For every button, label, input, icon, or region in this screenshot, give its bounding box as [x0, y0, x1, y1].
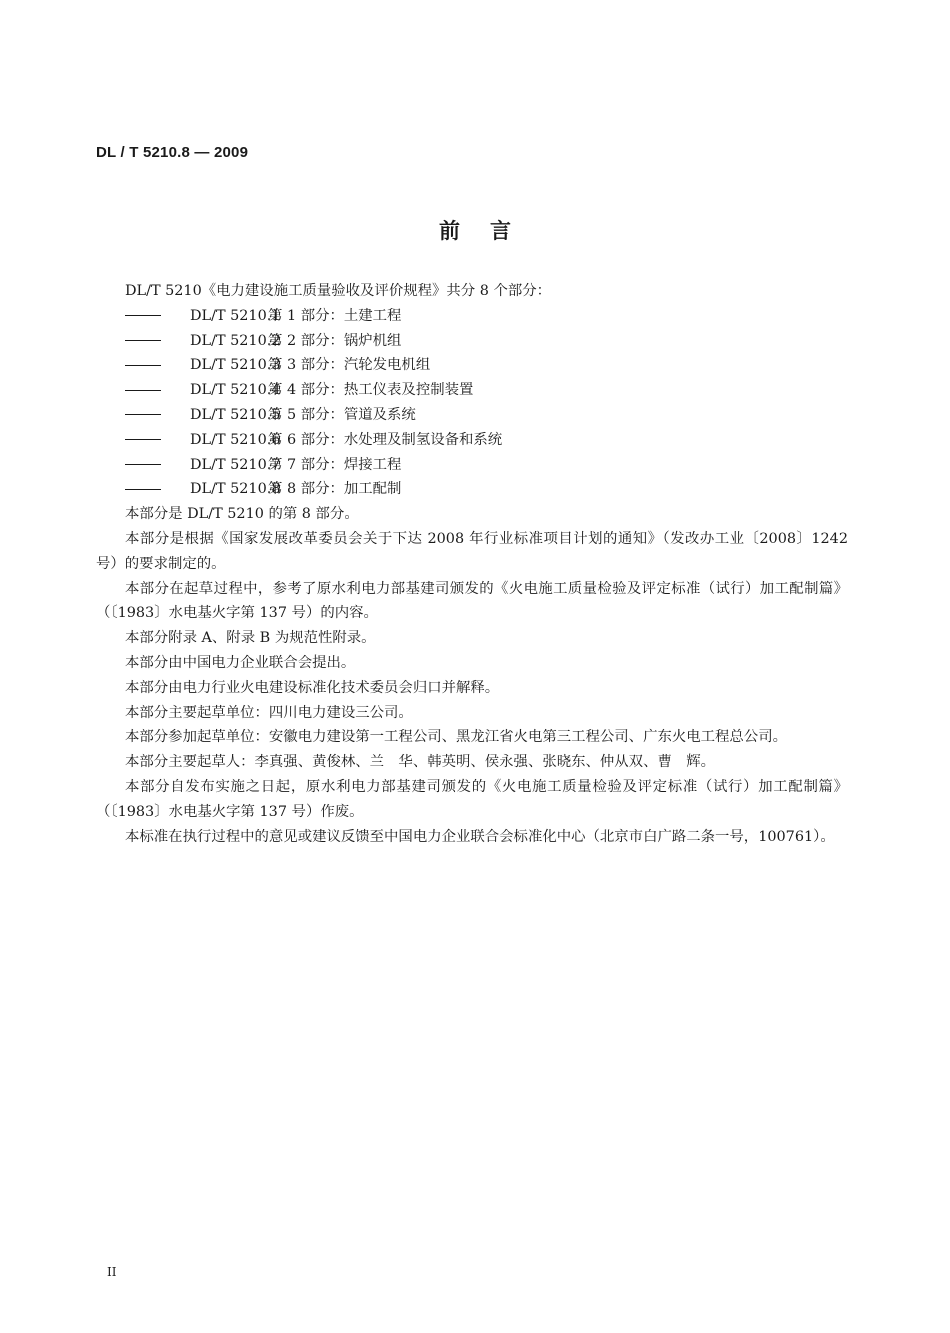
part-name: 第 8 部分：加工配制	[268, 481, 402, 498]
part-list-item	[96, 304, 848, 329]
em-dash	[125, 365, 161, 366]
paragraph-appendix: 本部分附录 A、附录 B 为规范性附录。	[125, 630, 376, 647]
part-code: DL/T 5210.2	[190, 332, 281, 349]
part-list-item	[96, 428, 848, 453]
em-dash	[125, 464, 161, 465]
part-code: DL/T 5210.7	[190, 456, 281, 473]
part-name: 第 2 部分：锅炉机组	[268, 332, 402, 349]
intro-paragraph: DL/T 5210《电力建设施工质量验收及评价规程》共分 8 个部分：	[125, 283, 552, 299]
paragraph-part-statement: 本部分是 DL/T 5210 的第 8 部分。	[125, 506, 359, 523]
part-list-item	[96, 353, 848, 378]
em-dash	[125, 340, 161, 341]
part-name: 第 5 部分：管道及系统	[268, 406, 416, 423]
em-dash	[125, 489, 161, 490]
part-code: DL/T 5210.4	[190, 382, 281, 399]
part-list-item	[96, 378, 848, 403]
em-dash	[125, 414, 161, 415]
part-code: DL/T 5210.8	[190, 481, 281, 498]
part-code: DL/T 5210.3	[190, 357, 281, 374]
em-dash	[125, 315, 161, 316]
part-name: 第 3 部分：汽轮发电机组	[268, 357, 431, 374]
part-name: 第 4 部分：热工仪表及控制装置	[268, 382, 474, 399]
part-list-item	[96, 403, 848, 428]
paragraph-feedback: 本标准在执行过程中的意见或建议反馈至中国电力企业联合会标准化中心（北京市白广路二条一号，100761）。	[125, 828, 835, 845]
document-code: DL / T 5210.8 — 2009	[96, 144, 249, 161]
part-list-item	[96, 329, 848, 354]
em-dash	[125, 390, 161, 391]
paragraph-supersede: 本部分自发布实施之日起，原水利电力部基建司颁发的《火电施工质量检验及评定标准（试行）加工配制篇》（〔1983〕水电基火字第 137 号）作废。	[96, 778, 848, 820]
part-name: 第 7 部分：焊接工程	[268, 456, 402, 473]
paragraph-reference: 本部分在起草过程中，参考了原水利电力部基建司颁发的《火电施工质量检验及评定标准（试行）加工配制篇》（〔1983〕水电基火字第 137 号）的内容。	[96, 580, 848, 622]
part-code: DL/T 5210.5	[190, 406, 281, 423]
paragraph-drafters: 本部分主要起草人：李真强、黄俊林、兰 华、韩英明、侯永强、张晓东、仲从双、曹 辉。	[125, 754, 716, 771]
foreword-body	[96, 279, 848, 849]
paragraph-administrator: 本部分由电力行业火电建设标准化技术委员会归口并解释。	[125, 679, 500, 696]
part-name: 第 6 部分：水处理及制氢设备和系统	[268, 431, 503, 448]
paragraph-proposer: 本部分由中国电力企业联合会提出。	[125, 654, 356, 671]
part-list-item	[96, 453, 848, 478]
paragraph-main-drafter-unit: 本部分主要起草单位：四川电力建设三公司。	[125, 704, 413, 721]
em-dash	[125, 439, 161, 440]
part-list-item	[96, 477, 848, 502]
paragraph-basis: 本部分是根据《国家发展改革委员会关于下达 2008 年行业标准项目计划的通知》（发改办工业〔2008〕1242 号）的要求制定的。	[96, 530, 848, 572]
page-number: II	[107, 1265, 117, 1279]
part-name: 第 1 部分：土建工程	[268, 307, 402, 324]
part-code: DL/T 5210.6	[190, 431, 281, 448]
paragraph-participating-units: 本部分参加起草单位：安徽电力建设第一工程公司、黑龙江省火电第三工程公司、广东火电工程总公司。	[125, 729, 787, 746]
page-title: 前言	[439, 219, 541, 243]
part-code: DL/T 5210.1	[190, 307, 281, 324]
